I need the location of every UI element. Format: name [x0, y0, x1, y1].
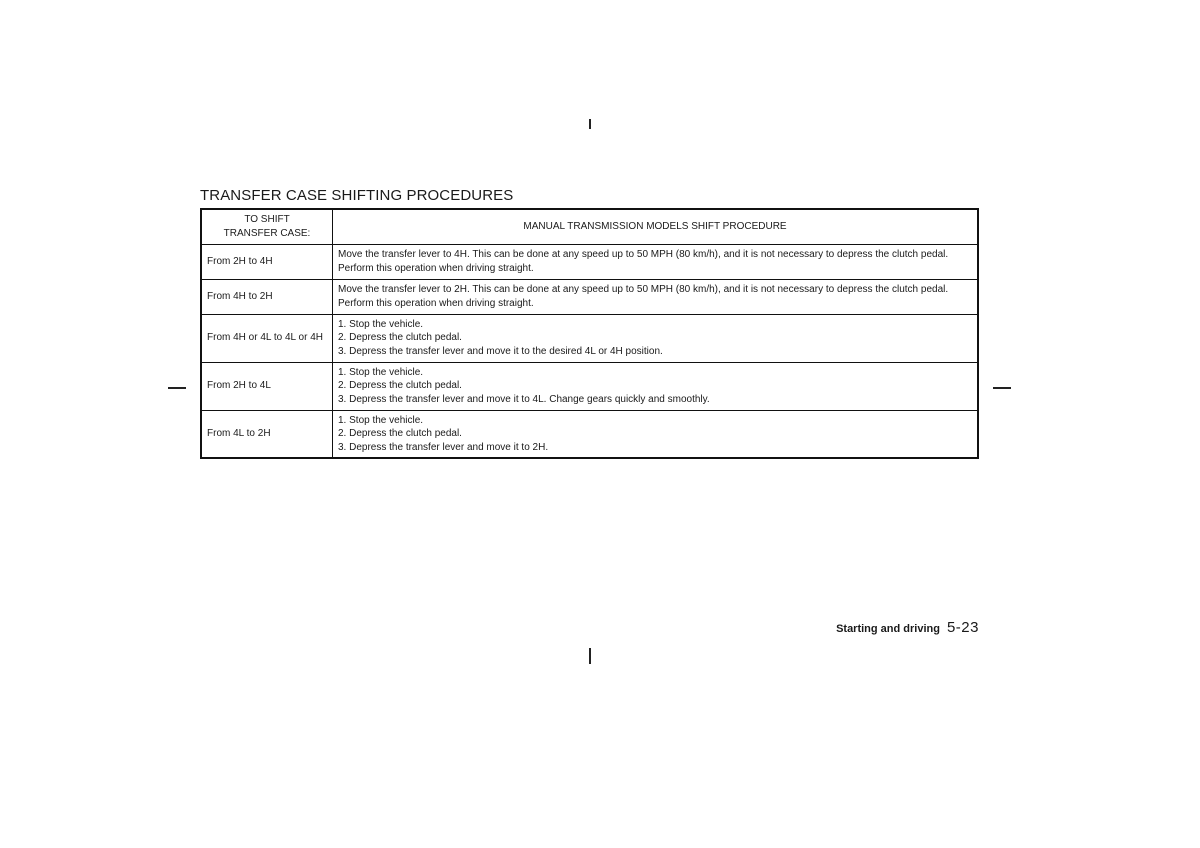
- procedure-cell: [333, 362, 979, 410]
- page-number: 5-23: [946, 619, 979, 636]
- shift-cell: From 4L to 2H: [201, 410, 333, 458]
- table-row: [201, 410, 978, 458]
- header-procedure: MANUAL TRANSMISSION MODELS SHIFT PROCEDURE: [333, 209, 979, 244]
- shift-cell: From 2H to 4L: [201, 362, 333, 410]
- procedure-step: 2. Depress the clutch pedal.: [338, 380, 462, 392]
- table-row: [201, 362, 978, 410]
- header-to-shift-line1: TO SHIFT: [244, 214, 290, 226]
- procedure-step: 1. Stop the vehicle.: [338, 318, 424, 330]
- procedure-step: 3. Depress the transfer lever and move it to 4L. Change gears quickly and smoothly.: [338, 393, 710, 405]
- crop-mark-left: [168, 387, 186, 389]
- crop-mark-bottom: [589, 648, 591, 664]
- procedure-step: 1. Stop the vehicle.: [338, 366, 424, 378]
- table-row: [201, 279, 978, 314]
- procedure-cell: [333, 410, 979, 458]
- header-to-shift-line2: TRANSFER CASE:: [223, 227, 311, 239]
- table-header-row: [201, 209, 978, 244]
- table-row: [201, 244, 978, 279]
- table-row: [201, 314, 978, 362]
- header-to-shift: [201, 209, 333, 244]
- section-title: TRANSFER CASE SHIFTING PROCEDURES: [200, 187, 514, 204]
- procedure-step: 3. Depress the transfer lever and move it to the desired 4L or 4H position.: [338, 345, 663, 357]
- footer-section-name: Starting and driving: [836, 623, 940, 635]
- page-footer: [836, 619, 979, 636]
- procedure-cell: Move the transfer lever to 4H. This can be done at any speed up to 50 MPH (80 km/h), and it is not necessary to depress the clutch pedal. Perform this operation when driving straight.: [333, 244, 979, 279]
- procedure-step: 2. Depress the clutch pedal.: [338, 428, 462, 439]
- crop-mark-top: [589, 119, 591, 129]
- procedure-step: 3. Depress the transfer lever and move it to 2H.: [338, 441, 549, 453]
- shift-cell: From 2H to 4H: [201, 244, 333, 279]
- procedure-step: 1. Stop the vehicle.: [338, 414, 424, 426]
- crop-mark-right: [993, 387, 1011, 389]
- procedure-cell: Move the transfer lever to 2H. This can be done at any speed up to 50 MPH (80 km/h), and it is not necessary to depress the clutch pedal. Perform this operation when driving straight.: [333, 279, 979, 314]
- shift-procedure-table: [200, 208, 979, 459]
- procedure-step: 2. Depress the clutch pedal.: [338, 332, 462, 344]
- shift-cell: From 4H or 4L to 4L or 4H: [201, 314, 333, 362]
- procedure-cell: [333, 314, 979, 362]
- shift-cell: From 4H to 2H: [201, 279, 333, 314]
